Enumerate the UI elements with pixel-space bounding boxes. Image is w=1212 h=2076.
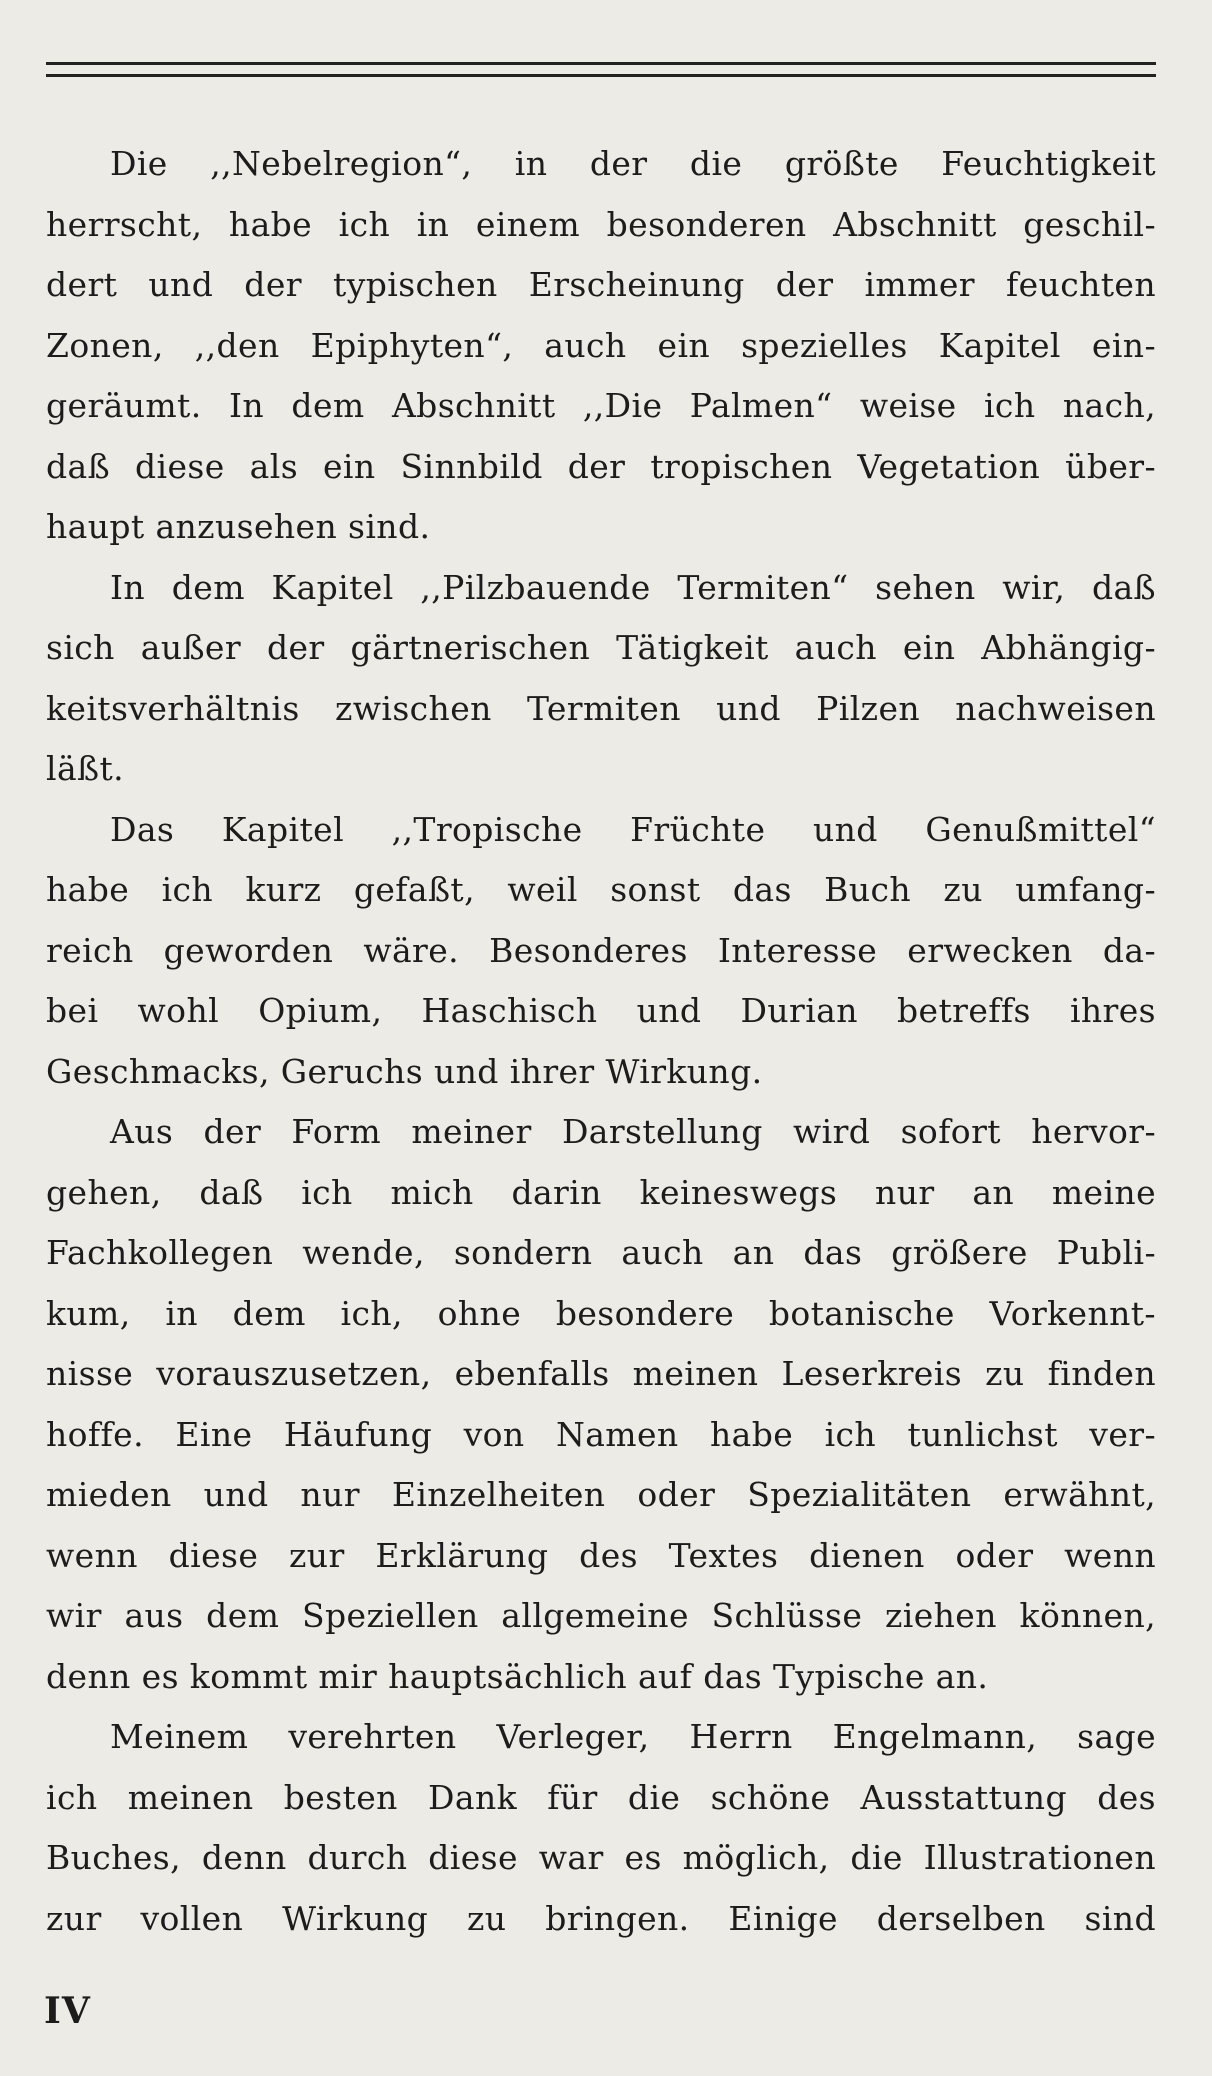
text-line: ich meinen besten Dank für die schöne Ausstattung des bbox=[46, 1777, 1156, 1817]
text-line: hoffe. Eine Häufung von Namen habe ich tunlichst ver- bbox=[46, 1414, 1156, 1454]
text-line: geräumt. In dem Abschnitt ,,Die Palmen“ weise ich nach, bbox=[46, 386, 1156, 425]
text-line: dert und der typischen Erscheinung der immer feuchten bbox=[46, 265, 1156, 304]
text-line: herrscht, habe ich in einem besonderen Abschnitt geschil- bbox=[46, 204, 1156, 244]
text-line: gehen, daß ich mich darin keineswegs nur an meine bbox=[46, 1172, 1156, 1212]
text-line: wenn diese zur Erklärung des Textes dienen oder wenn bbox=[46, 1535, 1156, 1575]
text-line: Buches, denn durch diese war es möglich, die Illustrationen bbox=[46, 1838, 1156, 1877]
text-line: Fachkollegen wende, sondern auch an das größere Publi- bbox=[46, 1233, 1156, 1272]
text-line: Aus der Form meiner Darstellung wird sofort hervor- bbox=[110, 1112, 1156, 1151]
text-line: Meinem verehrten Verleger, Herrn Engelmann, sage bbox=[110, 1717, 1156, 1756]
text-line: Das Kapitel ,,Tropische Früchte und Genußmittel“ bbox=[110, 809, 1156, 849]
text-line: reich geworden wäre. Besonderes Interesse erwecken da- bbox=[46, 930, 1156, 970]
body-text bbox=[46, 134, 1156, 1949]
text-line: haupt anzusehen sind. bbox=[46, 507, 431, 546]
text-line: mieden und nur Einzelheiten oder Spezialitäten erwähnt, bbox=[46, 1475, 1156, 1514]
header-rule-top bbox=[46, 62, 1156, 65]
text-line: keitsverhältnis zwischen Termiten und Pilzen nachweisen bbox=[46, 688, 1156, 728]
text-line: denn es kommt mir hauptsächlich auf das Typische an. bbox=[46, 1656, 989, 1696]
header-rule-bottom bbox=[46, 74, 1156, 77]
text-line: wir aus dem Speziellen allgemeine Schlüsse ziehen können, bbox=[46, 1596, 1156, 1635]
text-line: daß diese als ein Sinnbild der tropischen Vegetation über- bbox=[46, 446, 1156, 486]
text-line: Zonen, ,,den Epiphyten“, auch ein spezielles Kapitel ein- bbox=[46, 325, 1156, 365]
text-line: habe ich kurz gefaßt, weil sonst das Buch zu umfang- bbox=[46, 870, 1156, 909]
text-line: sich außer der gärtnerischen Tätigkeit auch ein Abhängig- bbox=[46, 628, 1156, 667]
text-line: bei wohl Opium, Haschisch und Durian betreffs ihres bbox=[46, 991, 1156, 1030]
text-line: läßt. bbox=[46, 749, 125, 788]
text-line: Die ,,Nebelregion“, in der die größte Feuchtigkeit bbox=[110, 144, 1156, 183]
text-line: kum, in dem ich, ohne besondere botanische Vorkennt- bbox=[46, 1293, 1156, 1333]
text-line: zur vollen Wirkung zu bringen. Einige derselben sind bbox=[46, 1898, 1156, 1938]
text-line: nisse vorauszusetzen, ebenfalls meinen Leserkreis zu finden bbox=[46, 1354, 1156, 1393]
text-line: In dem Kapitel ,,Pilzbauende Termiten“ sehen wir, daß bbox=[110, 567, 1156, 607]
page-number: IV bbox=[44, 1990, 91, 2032]
text-line: Geschmacks, Geruchs und ihrer Wirkung. bbox=[46, 1051, 763, 1091]
